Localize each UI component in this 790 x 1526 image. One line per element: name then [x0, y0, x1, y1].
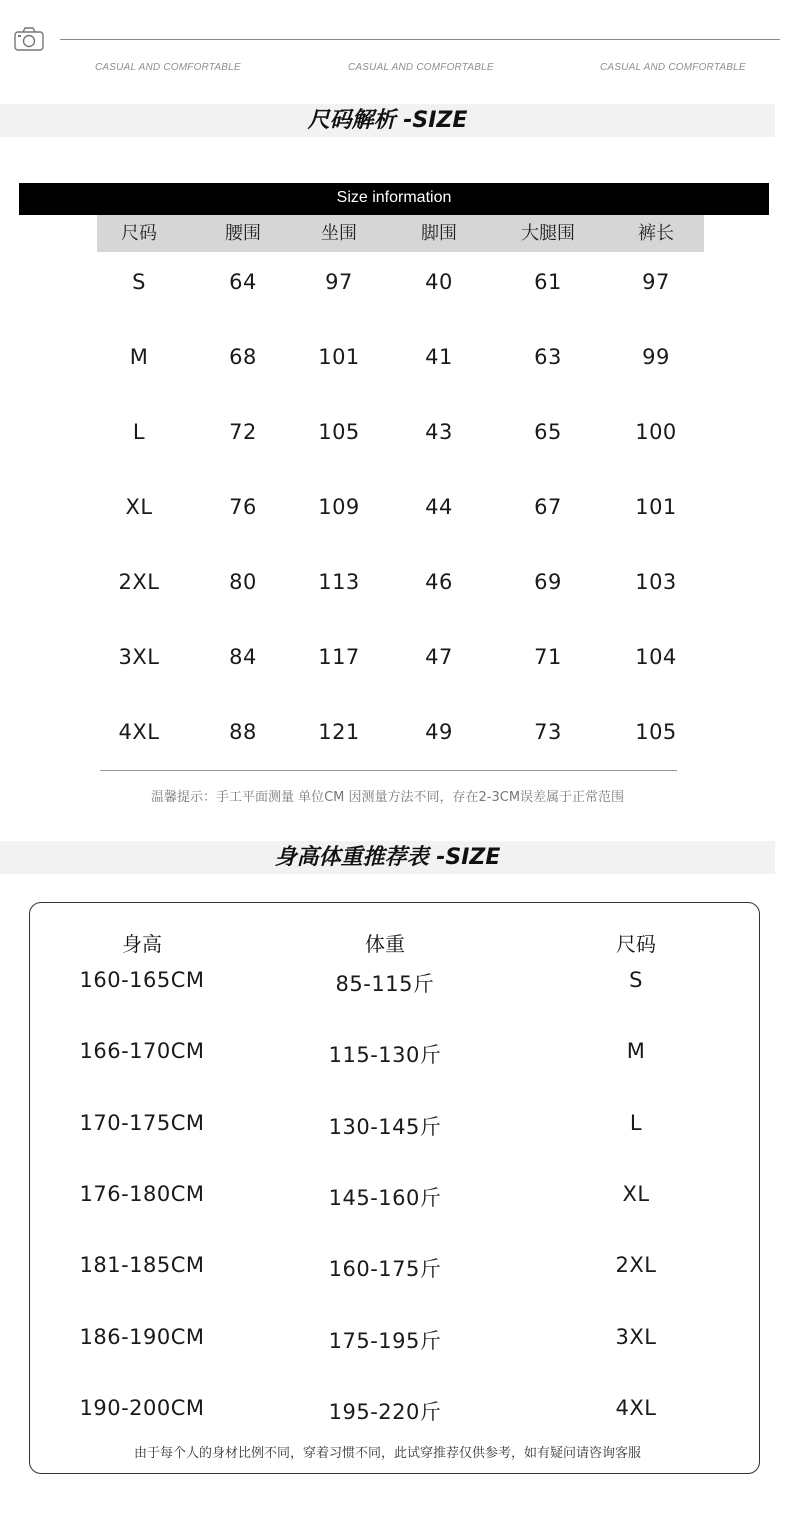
recommend-section-title: 身高体重推荐表 -SIZE: [274, 845, 501, 870]
table-divider: [100, 770, 677, 771]
table-cell: 105: [318, 420, 360, 444]
table-cell: 176-180CM: [79, 1182, 205, 1206]
table-cell: 100: [635, 420, 677, 444]
measure-note: 温馨提示：手工平面测量 单位CM 因测量方法不同，存在2-3CM误差属于正常范围: [150, 790, 625, 805]
table-cell: 115-130斤: [328, 1043, 442, 1067]
table-cell: 68: [229, 345, 257, 369]
column-header: 大腿围: [521, 223, 575, 244]
size-label: 2XL: [615, 1253, 657, 1277]
size-label: XL: [622, 1182, 650, 1206]
size-label: 4XL: [615, 1396, 657, 1420]
table-cell: 65: [534, 420, 562, 444]
table-cell: 145-160斤: [328, 1186, 442, 1210]
table-cell: 49: [425, 720, 453, 744]
table-cell: 80: [229, 570, 257, 594]
table-cell: 63: [534, 345, 562, 369]
table-cell: 101: [318, 345, 360, 369]
table-cell: 113: [318, 570, 360, 594]
table-cell: 43: [425, 420, 453, 444]
column-header: 坐围: [321, 223, 357, 244]
table-cell: 105: [635, 720, 677, 744]
table-cell: 99: [642, 345, 670, 369]
size-label: M: [626, 1039, 646, 1063]
size-label: 3XL: [615, 1325, 657, 1349]
size-label: S: [629, 968, 643, 992]
tagline: CASUAL AND COMFORTABLE: [348, 62, 494, 73]
table-cell: 73: [534, 720, 562, 744]
table-cell: 88: [229, 720, 257, 744]
table-cell: 181-185CM: [79, 1253, 205, 1277]
size-label: 2XL: [118, 570, 160, 594]
table-cell: 67: [534, 495, 562, 519]
table-cell: 117: [318, 645, 360, 669]
size-label: XL: [125, 495, 153, 519]
table-cell: 41: [425, 345, 453, 369]
column-header: 尺码: [121, 223, 157, 244]
size-label: L: [132, 420, 146, 444]
recommend-note: 由于每个人的身材比例不同，穿着习惯不同，此试穿推荐仅供参考，如有疑问请咨询客服: [133, 1446, 641, 1461]
table-cell: 101: [635, 495, 677, 519]
camera-icon: [14, 26, 44, 52]
table-header-row: [97, 215, 704, 252]
column-header: 体重: [365, 932, 405, 956]
table-cell: 175-195斤: [328, 1329, 442, 1353]
table-cell: 84: [229, 645, 257, 669]
header-divider: [60, 39, 780, 40]
table-cell: 160-175斤: [328, 1257, 442, 1281]
size-label: S: [132, 270, 146, 294]
table-cell: 61: [534, 270, 562, 294]
table-cell: 64: [229, 270, 257, 294]
column-header: 身高: [122, 932, 162, 956]
table-cell: 97: [642, 270, 670, 294]
table-cell: 109: [318, 495, 360, 519]
table-cell: 40: [425, 270, 453, 294]
size-label: M: [129, 345, 149, 369]
table-cell: 186-190CM: [79, 1325, 205, 1349]
table-cell: 47: [425, 645, 453, 669]
size-label: 4XL: [118, 720, 160, 744]
table-cell: 71: [534, 645, 562, 669]
table-cell: 130-145斤: [328, 1115, 442, 1139]
table-cell: 121: [318, 720, 360, 744]
table-cell: 46: [425, 570, 453, 594]
column-header: 裤长: [638, 223, 674, 244]
table-cell: 72: [229, 420, 257, 444]
table-cell: 160-165CM: [79, 968, 205, 992]
table-cell: 76: [229, 495, 257, 519]
size-info-bar: Size information: [19, 183, 769, 215]
table-cell: 97: [325, 270, 353, 294]
tagline: CASUAL AND COMFORTABLE: [95, 62, 241, 73]
table-cell: 190-200CM: [79, 1396, 205, 1420]
table-cell: 44: [425, 495, 453, 519]
size-label: L: [629, 1111, 643, 1135]
table-cell: 69: [534, 570, 562, 594]
size-section-title: 尺码解析 -SIZE: [307, 108, 468, 133]
column-header: 腰围: [225, 223, 261, 244]
column-header: 脚围: [421, 223, 457, 244]
table-cell: 85-115斤: [335, 972, 435, 996]
table-cell: 166-170CM: [79, 1039, 205, 1063]
size-label: 3XL: [118, 645, 160, 669]
table-cell: 103: [635, 570, 677, 594]
table-cell: 104: [635, 645, 677, 669]
table-cell: 170-175CM: [79, 1111, 205, 1135]
tagline: CASUAL AND COMFORTABLE: [600, 62, 746, 73]
table-cell: 195-220斤: [328, 1400, 442, 1424]
column-header: 尺码: [616, 932, 656, 956]
